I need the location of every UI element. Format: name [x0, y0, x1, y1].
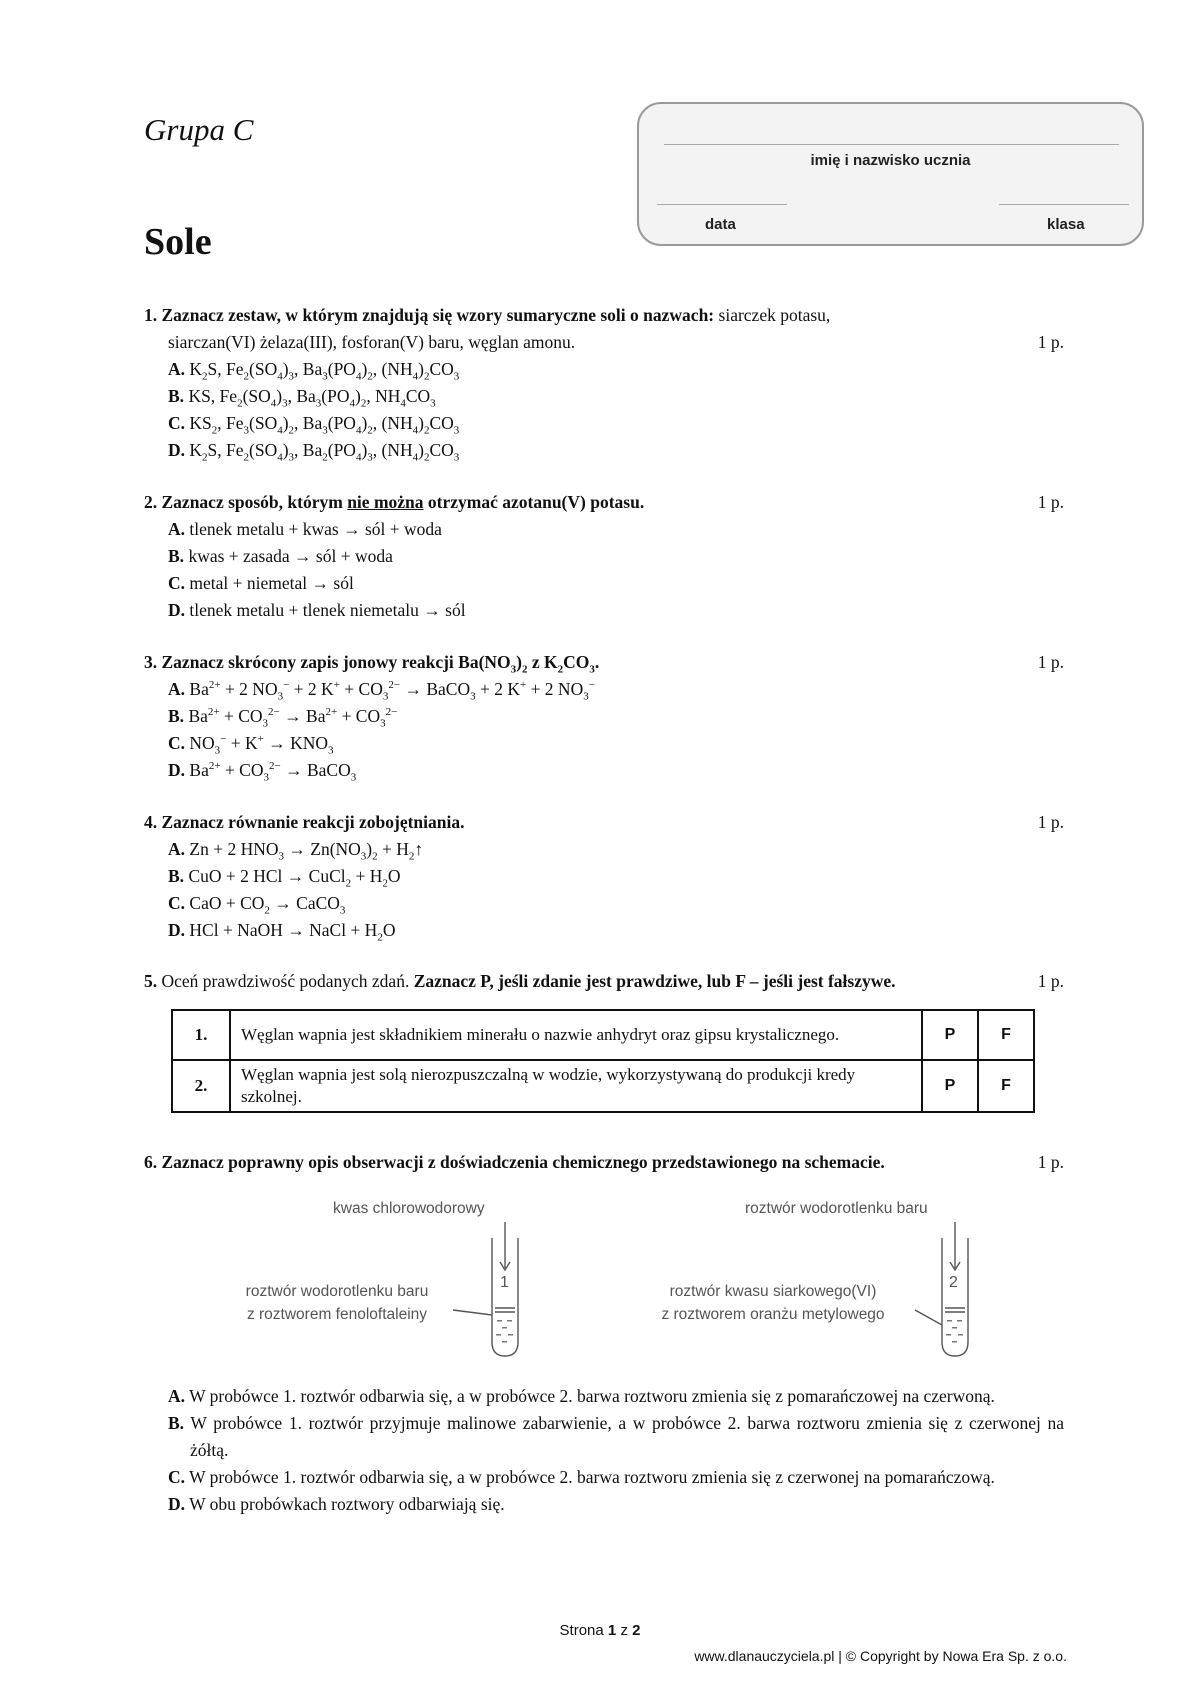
- q6-option-b[interactable]: B. W probówce 1. roztwór przyjmuje malinowe zabarwienie, a w probówce 2. barwa roztworu zmienia się z czerwonej na żółtą.: [168, 1413, 1064, 1460]
- q2-number: 2.: [144, 492, 158, 512]
- tube2-top-label: roztwór wodorotlenku baru: [745, 1200, 928, 1217]
- tube1-number: 1: [500, 1274, 509, 1291]
- q1-option-b[interactable]: B. KS, $Fe_2(SO_4)_3$, $Ba_3(PO_4)_2$, $NH_4CO_3$: [168, 386, 436, 410]
- q1-text-rest: siarczek potasu,: [718, 305, 831, 325]
- q1-text: Zaznacz zestaw, w którym znajdują się wzory sumaryczne soli o nazwach:: [161, 305, 715, 325]
- q4-text: Zaznacz równanie reakcji zobojętniania.: [161, 812, 465, 832]
- q4-option-c[interactable]: C. CaO + $CO_2$ → CaCO$_3$: [168, 893, 346, 917]
- q4-option-b[interactable]: B. CuO + 2 HCl → CuCl$_2$ + $H_2O$: [168, 866, 401, 890]
- row-statement: Węglan wapnia jest składnikiem minerału o nazwie anhydryt oraz gipsu krystalicznego.: [230, 1010, 922, 1060]
- tube2-number: 2: [949, 1274, 958, 1291]
- tube1-label-1: roztwór wodorotlenku baru: [245, 1283, 429, 1300]
- answer-p-2[interactable]: P: [922, 1060, 978, 1112]
- q4-option-d[interactable]: D. HCl + NaOH → NaCl + $H_2O$: [168, 920, 396, 944]
- q6-option-a[interactable]: A. W probówce 1. roztwór odbarwia się, a w probówce 2. barwa roztworu zmienia się z pomarańczowej na czerwoną.: [168, 1386, 995, 1406]
- q6-points: 1 p.: [1037, 1152, 1064, 1172]
- q5-text: Oceń prawdziwość podanych zdań.: [161, 971, 410, 991]
- q3-text: Zaznacz skrócony zapis jonowy reakcji: [161, 652, 454, 672]
- q5-points: 1 p.: [1037, 971, 1064, 991]
- q2-option-c[interactable]: C. metal + niemetal → sól: [168, 573, 354, 593]
- q4-points: 1 p.: [1037, 812, 1064, 832]
- date-label: data: [705, 216, 736, 233]
- q3-option-d[interactable]: D. $Ba^{2+} + CO_3^{2-}$ → BaCO$_3$: [168, 760, 357, 784]
- q1-number: 1.: [144, 305, 158, 325]
- q5-number: 5.: [144, 971, 158, 991]
- q2-text-post: otrzymać azotanu(V) potasu.: [427, 492, 645, 512]
- answer-f-1[interactable]: F: [978, 1010, 1034, 1060]
- q2-points: 1 p.: [1037, 492, 1064, 512]
- q3-option-b[interactable]: B. $Ba^{2+} + CO_3^{2-} \to Ba^{2+} + CO_3^{2-}$: [168, 706, 398, 730]
- q2-option-d[interactable]: D. tlenek metalu + tlenek niemetalu → sól: [168, 600, 466, 620]
- q4-number: 4.: [144, 812, 158, 832]
- q5-text-bold: Zaznacz P, jeśli zdanie jest prawdziwe, lub F – jeśli jest fałszywe.: [413, 971, 896, 991]
- q3-number: 3.: [144, 652, 158, 672]
- q2-text-under: nie można: [347, 492, 424, 512]
- question-3: 3. Zaznacz skrócony zapis jonowy reakcji $Ba(NO_3)_2$ z $K_2CO_3$. 1 p. A. $Ba^{2+} + 2$ $NO_3^- + 2$ $K^+ + CO_3^{2-}$ → BaCO$_3$ + 2 K+ + 2 $NO_3^-$ B. $Ba^{2+} + CO_3^{2-} \to Ba^{2+} + CO_3^{2-}$ C. $NO_3^- + K^+ \to KNO_3$ D. $Ba^{2+} + CO_3^{2-}$ → BaCO$_3$: [144, 649, 1064, 784]
- test-tube-2: [915, 1222, 968, 1356]
- q2-option-b[interactable]: B. kwas + zasada → sól + woda: [168, 546, 393, 566]
- q1-option-d[interactable]: D. $K_2S$, $Fe_2(SO_4)_3$, $Ba_2(PO_4)_3$, $(NH_4)_2CO_3$: [168, 440, 460, 464]
- page-number: Strona 1 z 2: [559, 1622, 641, 1639]
- tube1-top-label: kwas chlorowodorowy: [333, 1200, 485, 1217]
- answer-f-2[interactable]: F: [978, 1060, 1034, 1112]
- q3-option-a[interactable]: A. $Ba^{2+} + 2$ $NO_3^- + 2$ $K^+ + CO_3^{2-}$ → BaCO$_3$ + 2 K+ + 2 $NO_3^-$: [168, 679, 595, 703]
- copyright-line: www.dlanauczyciela.pl | © Copyright by Nowa Era Sp. z o.o.: [694, 1648, 1067, 1664]
- row-number: 2.: [172, 1060, 230, 1112]
- page-title: Sole: [144, 221, 212, 263]
- answer-p-1[interactable]: P: [922, 1010, 978, 1060]
- q6-text: Zaznacz poprawny opis obserwacji z doświadczenia chemicznego przedstawionego na schemacie.: [161, 1152, 885, 1172]
- row-number: 1.: [172, 1010, 230, 1060]
- q1-option-c[interactable]: C. $KS_2$, $Fe_3(SO_4)_2$, $Ba_3(PO_4)_2$, $(NH_4)_2CO_3$: [168, 413, 460, 437]
- class-label: klasa: [1047, 216, 1085, 233]
- q6-options: [144, 1383, 1064, 1518]
- row-statement: Węglan wapnia jest solą nierozpuszczalną w wodzie, wykorzystywaną do produkcji kredy szkolnej.: [230, 1060, 922, 1112]
- q4-option-a[interactable]: A. Zn + 2 $HNO_3 \to Zn(NO_3)_2$ + $H_2↑$: [168, 839, 424, 863]
- name-label: imię i nazwisko ucznia: [810, 152, 971, 169]
- q6-option-d[interactable]: D. W obu probówkach roztwory odbarwiają się.: [168, 1494, 505, 1514]
- q3-points: 1 p.: [1037, 652, 1064, 672]
- q2-option-a[interactable]: A. tlenek metalu + kwas → sól + woda: [168, 519, 442, 539]
- q2-text-pre: Zaznacz sposób, którym: [161, 492, 343, 512]
- q1-points: 1 p.: [1037, 332, 1064, 352]
- q1-text-line2: siarczan(VI) żelaza(III), fosforan(V) baru, węglan amonu.: [168, 332, 576, 352]
- tube1-label-2: z roztworem fenoloftaleiny: [246, 1306, 428, 1323]
- tube2-label-2: z roztworem oranżu metylowego: [661, 1306, 885, 1323]
- q3-option-c[interactable]: C. $NO_3^- + K^+ \to KNO_3$: [168, 733, 334, 757]
- q1-option-a[interactable]: A. $K_2S$, $Fe_2(SO_4)_3$, $Ba_3(PO_4)_2$, $(NH_4)_2CO_3$: [168, 359, 460, 383]
- q6-option-c[interactable]: C. W probówce 1. roztwór odbarwia się, a w probówce 2. barwa roztworu zmienia się z czerwonej na pomarańczową.: [168, 1467, 995, 1487]
- q6-number: 6.: [144, 1152, 158, 1172]
- group-label: Grupa C: [144, 112, 254, 147]
- tube2-label-1: roztwór kwasu siarkowego(VI): [669, 1283, 877, 1300]
